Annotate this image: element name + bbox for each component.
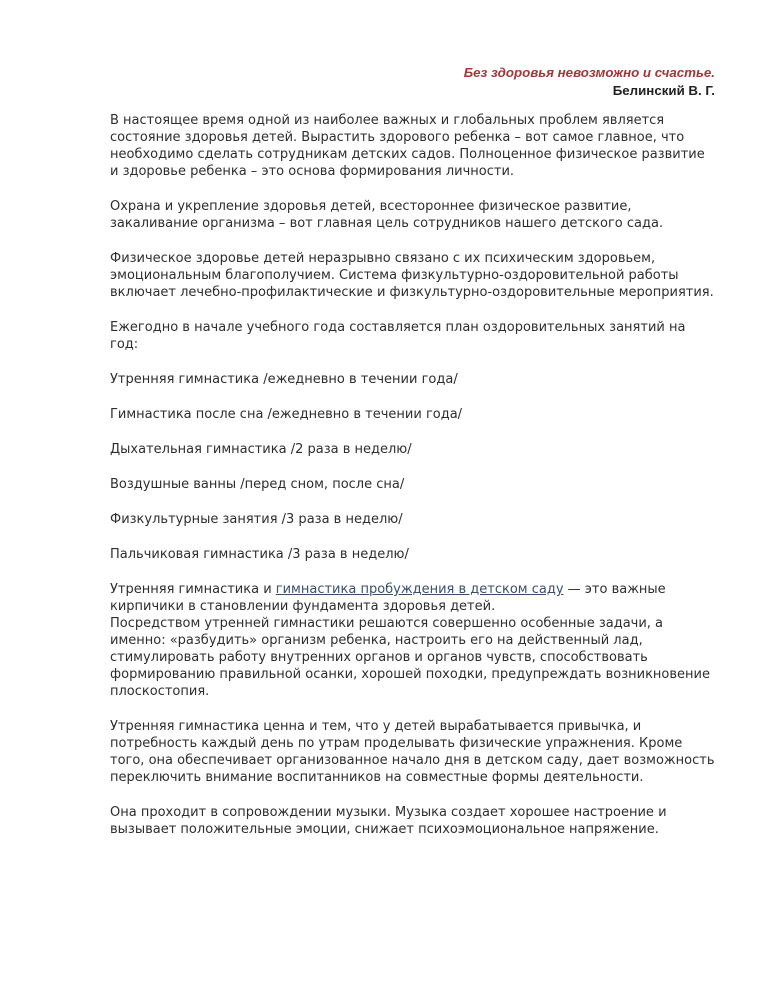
plan-item-after-sleep-gym: Гимнастика после сна /ежедневно в течении года/	[110, 407, 463, 422]
paragraph-plan-intro: Ежегодно в начале учебного года составляется план оздоровительных занятий на год:	[110, 320, 686, 352]
plan-item-pe-classes: Физкультурные занятия /3 раза в неделю/	[110, 512, 403, 527]
epigraph-author: Белинский В. Г.	[612, 83, 715, 98]
paragraph-morning-intro	[110, 581, 715, 615]
paragraph-system: Физическое здоровье детей неразрывно связано с их психическим здоровьем, эмоциональным благополучием. Система физкультурно-оздоровительной работы включает лечебно-профилактические и физкультурно-оздоровительные мероприятия.	[110, 251, 714, 300]
paragraph-goal: Охрана и укрепление здоровья детей, всестороннее физическое развитие, закаливание организма – вот главная цель сотрудников нашего детского сада.	[110, 199, 664, 231]
plan-item-air-baths: Воздушные ванны /перед сном, после сна/	[110, 477, 405, 492]
plan-item-finger-gym: Пальчиковая гимнастика /3 раза в неделю/	[110, 547, 409, 562]
morning-text-end: — это важные кирпичики в становлении фундамента здоровья детей.	[110, 582, 666, 614]
paragraph-morning-value: Утренняя гимнастика ценна и тем, что у детей вырабатывается привычка, и потребность каждый день по утрам проделывать физические упражнения. Кроме того, она обеспечивает организованное начало дня в детском саду, дает возможность переключить внимание воспитанников на совместные формы деятельности.	[110, 719, 715, 785]
epigraph	[110, 64, 715, 100]
plan-item-breathing-gym: Дыхательная гимнастика /2 раза в неделю/	[110, 442, 412, 457]
paragraph-morning-tasks: Посредством утренней гимнастики решаются совершенно особенные задачи, а именно: «разбудить» организм ребенка, настроить его на действенный лад, стимулировать работу внутренних органов и органов чувств, способствовать формированию правильной осанки, хорошей походки, предупреждать возникновение плоскостопия.	[110, 616, 710, 699]
paragraph-music: Она проходит в сопровождении музыки. Музыка создает хорошее настроение и вызывает положительные эмоции, снижает психоэмоциональное напряжение.	[110, 805, 667, 837]
paragraph-intro: В настоящее время одной из наиболее важных и глобальных проблем является состояние здоровья детей. Вырастить здорового ребенка – вот самое главное, что необходимо сделать сотрудникам детских садов. Полноценное физическое развитие и здоровье ребенка – это основа формирования личности.	[110, 113, 705, 179]
plan-item-morning-gym: Утренняя гимнастика /ежедневно в течении года/	[110, 372, 458, 387]
epigraph-quote: Без здоровья невозможно и счастье.	[463, 65, 715, 80]
document-page	[110, 64, 715, 856]
article-body	[110, 112, 715, 838]
morning-text-start: Утренняя гимнастика и	[110, 582, 276, 597]
awakening-gym-link[interactable]: гимнастика пробуждения в детском саду	[275, 582, 564, 597]
